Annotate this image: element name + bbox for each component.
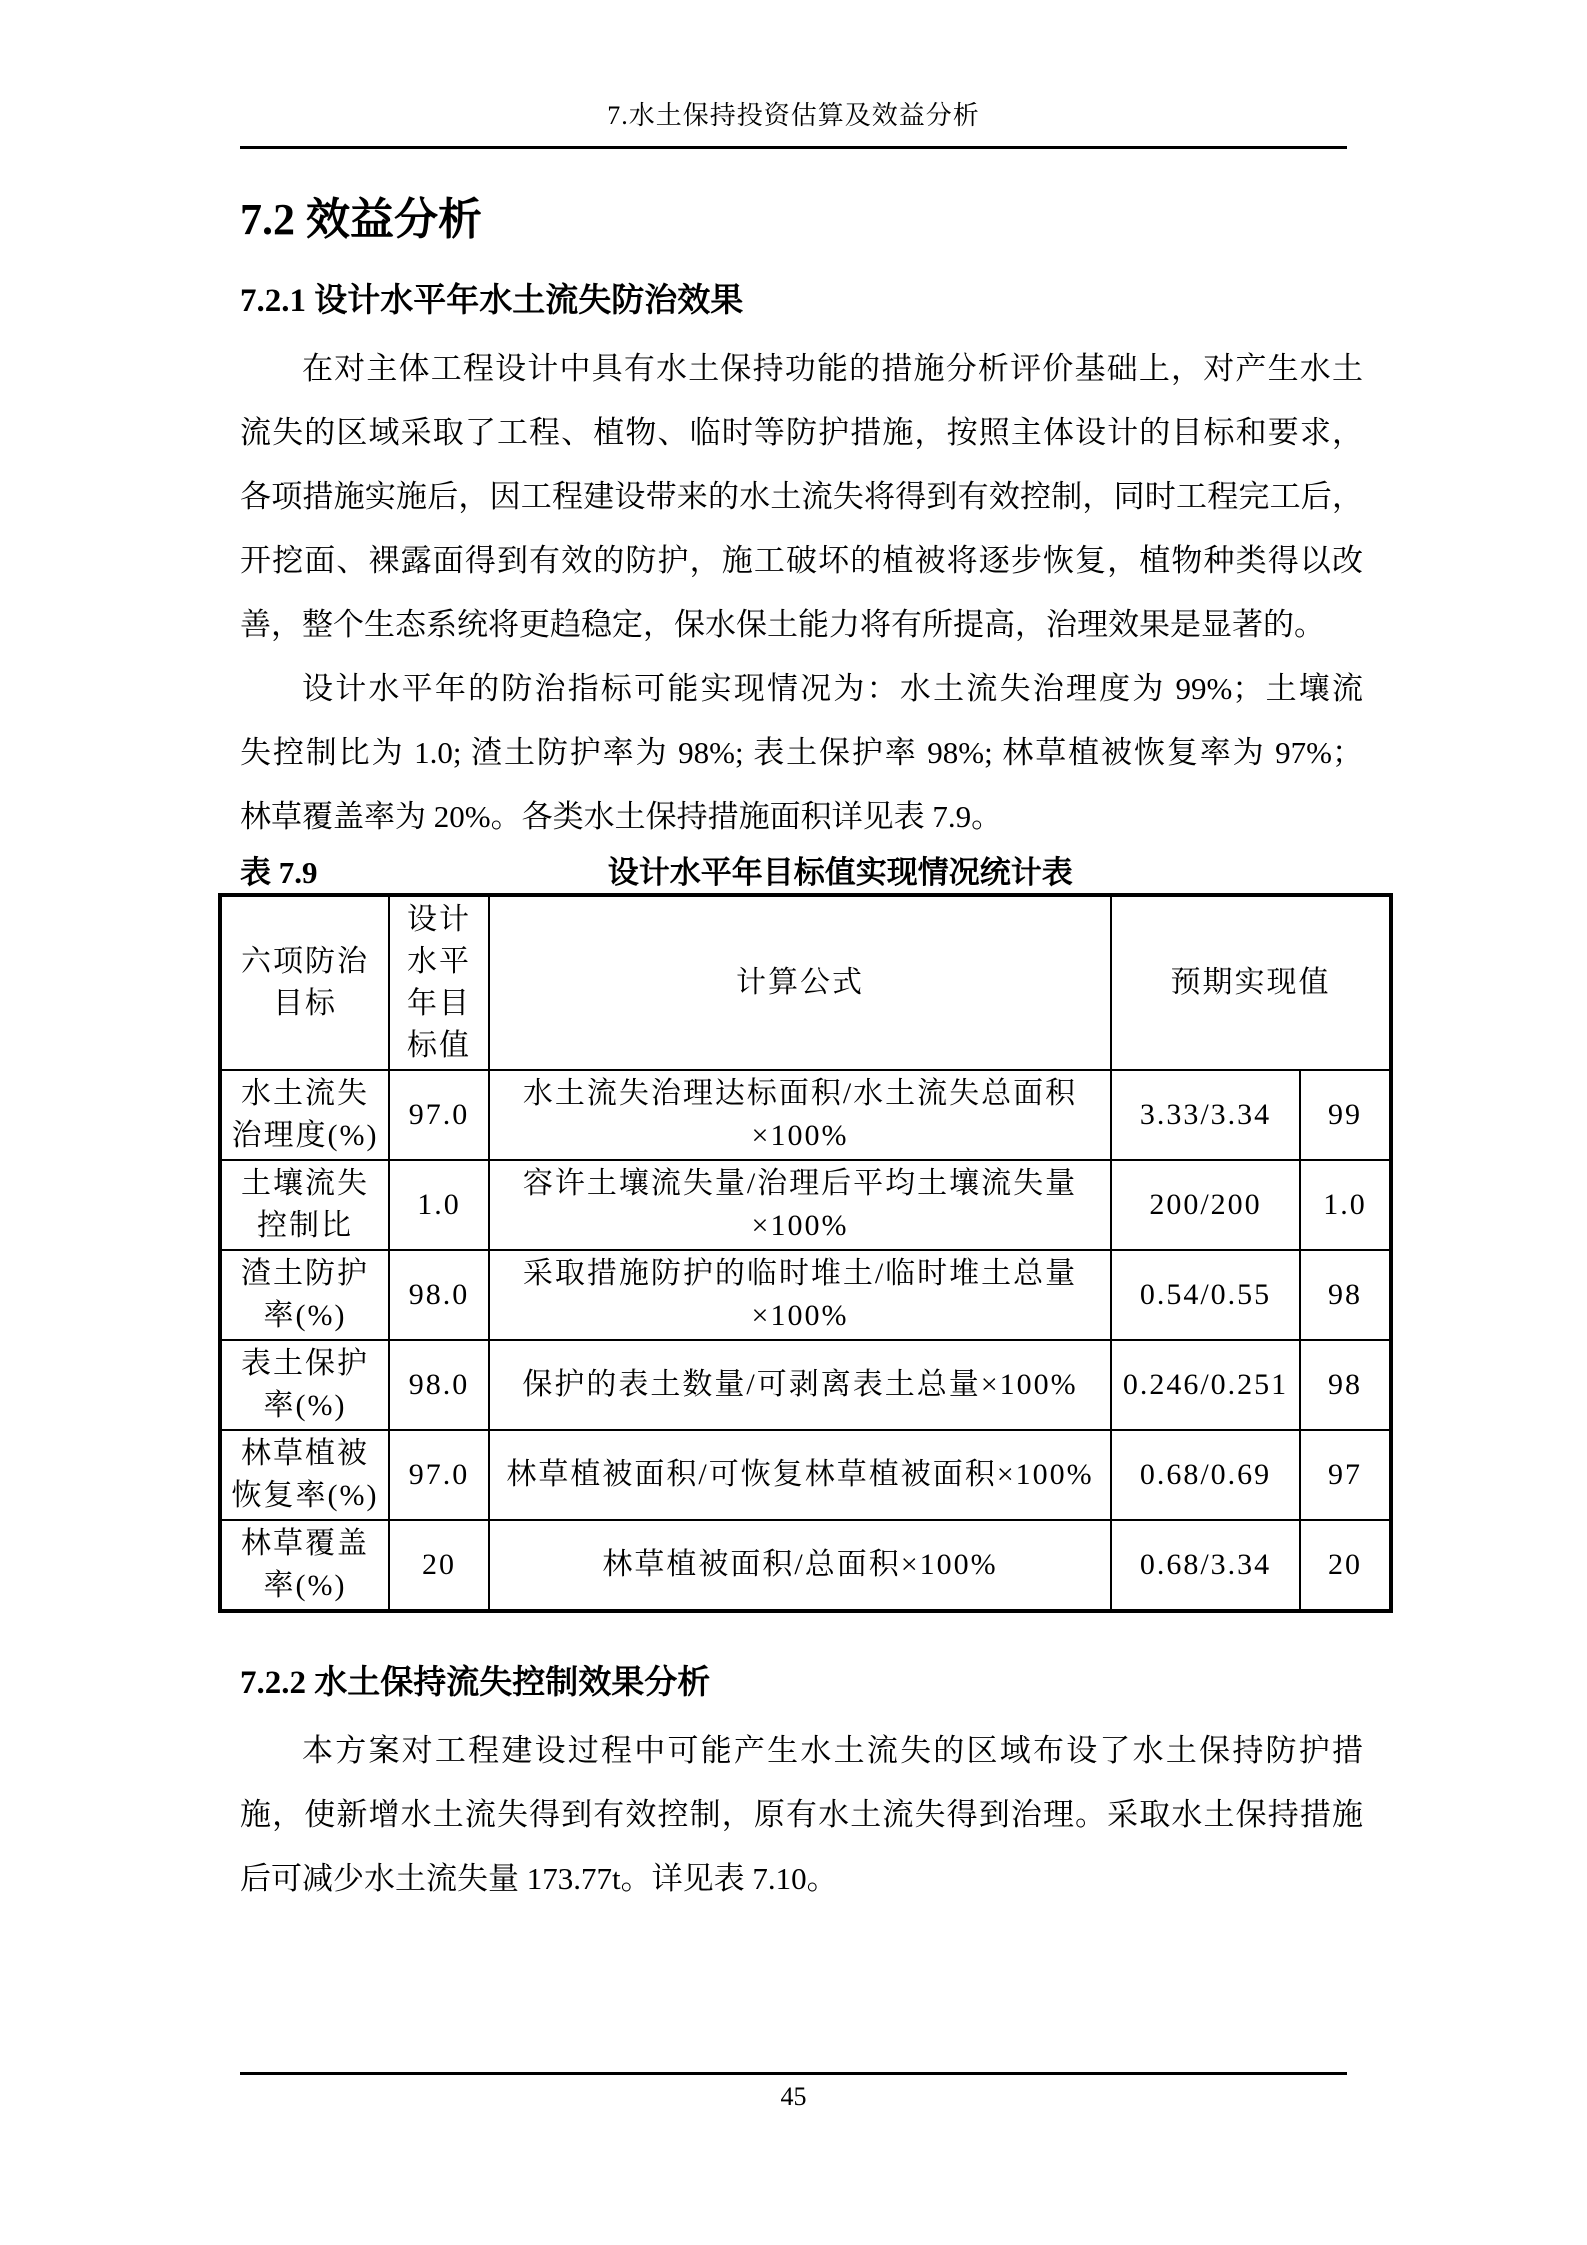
cell-goal: 1.0 [389, 1160, 489, 1250]
table-row [220, 1340, 1391, 1430]
paragraph-line: 失控制比为 1.0; 渣土防护率为 98%; 表土保护率 98%; 林草植被恢复率为 97%； [240, 735, 1363, 770]
cell-formula: 容许土壤流失量/治理后平均土壤流失量×100% [489, 1160, 1111, 1250]
table-caption [240, 849, 1363, 893]
cell-fraction: 0.246/0.251 [1111, 1340, 1300, 1430]
paragraph-line: 设计水平年的防治指标可能实现情况为：水土流失治理度为 99%；土壤流 [302, 671, 1363, 706]
cell-fraction: 0.68/3.34 [1111, 1520, 1300, 1611]
cell-goal: 97.0 [389, 1070, 489, 1160]
cell-goal: 20 [389, 1520, 489, 1611]
paragraph-2 [240, 657, 1363, 849]
table-row [220, 1520, 1391, 1611]
paragraph-1 [240, 337, 1363, 657]
cell-target: 土壤流失控制比 [220, 1160, 389, 1250]
cell-goal: 97.0 [389, 1430, 489, 1520]
cell-target: 水土流失治理度(%) [220, 1070, 389, 1160]
paragraph-line: 后可减少水土流失量 173.77t。详见表 7.10。 [240, 1861, 838, 1896]
paragraph-line: 林草覆盖率为 20%。各类水土保持措施面积详见表 7.9。 [240, 799, 1003, 834]
cell-fraction: 0.68/0.69 [1111, 1430, 1300, 1520]
cell-result: 97 [1300, 1430, 1391, 1520]
header-cell-goal: 设计水平年目标值 [389, 895, 489, 1070]
paragraph-3 [240, 1719, 1363, 1911]
cell-formula: 林草植被面积/总面积×100% [489, 1520, 1111, 1611]
header-cell-target: 六项防治目标 [220, 895, 389, 1070]
cell-result: 98 [1300, 1250, 1391, 1340]
table-row [220, 1430, 1391, 1520]
cell-result: 99 [1300, 1070, 1391, 1160]
cell-result: 98 [1300, 1340, 1391, 1430]
table-row [220, 1250, 1391, 1340]
page-number: 45 [780, 2082, 807, 2111]
cell-result: 20 [1300, 1520, 1391, 1611]
cell-formula: 保护的表土数量/可剥离表土总量×100% [489, 1340, 1111, 1430]
cell-target: 表土保护率(%) [220, 1340, 389, 1430]
table-row [220, 1070, 1391, 1160]
cell-target: 渣土防护率(%) [220, 1250, 389, 1340]
cell-fraction: 0.54/0.55 [1111, 1250, 1300, 1340]
cell-result: 1.0 [1300, 1160, 1391, 1250]
table-caption-label: 表 7.9 [240, 855, 318, 890]
section-title-7-2-1: 7.2.1 设计水平年水土流失防治效果 [240, 283, 744, 319]
table-row [220, 1160, 1391, 1250]
paragraph-line: 流失的区域采取了工程、植物、临时等防护措施，按照主体设计的目标和要求， [240, 415, 1363, 450]
paragraph-line: 开挖面、裸露面得到有效的防护，施工破坏的植被将逐步恢复，植物种类得以改 [240, 543, 1363, 578]
cell-formula: 林草植被面积/可恢复林草植被面积×100% [489, 1430, 1111, 1520]
cell-formula: 水土流失治理达标面积/水土流失总面积×100% [489, 1070, 1111, 1160]
page-header-title: 7.水土保持投资估算及效益分析 [607, 101, 980, 130]
cell-fraction: 200/200 [1111, 1160, 1300, 1250]
cell-goal: 98.0 [389, 1340, 489, 1430]
paragraph-line: 各项措施实施后，因工程建设带来的水土流失将得到有效控制，同时工程完工后， [240, 479, 1363, 514]
cell-goal: 98.0 [389, 1250, 489, 1340]
paragraph-line: 在对主体工程设计中具有水土保持功能的措施分析评价基础上，对产生水土 [302, 351, 1363, 386]
paragraph-line: 善，整个生态系统将更趋稳定，保水保土能力将有所提高，治理效果是显著的。 [240, 607, 1325, 642]
footer-rule [240, 2072, 1347, 2075]
cell-formula: 采取措施防护的临时堆土/临时堆土总量×100% [489, 1250, 1111, 1340]
paragraph-line: 施，使新增水土流失得到有效控制，原有水土流失得到治理。采取水土保持措施 [240, 1797, 1363, 1832]
cell-target: 林草植被恢复率(%) [220, 1430, 389, 1520]
section-title-7-2: 7.2 效益分析 [240, 195, 482, 244]
section-title-7-2-2: 7.2.2 水土保持流失控制效果分析 [240, 1665, 711, 1701]
goals-table [218, 893, 1393, 1613]
cell-fraction: 3.33/3.34 [1111, 1070, 1300, 1160]
header-cell-formula: 计算公式 [489, 895, 1111, 1070]
header-rule [240, 146, 1347, 149]
paragraph-line: 本方案对工程建设过程中可能产生水土流失的区域布设了水土保持防护措 [302, 1733, 1363, 1768]
table-caption-title: 设计水平年目标值实现情况统计表 [607, 855, 1073, 890]
cell-target: 林草覆盖率(%) [220, 1520, 389, 1611]
header-cell-expected: 预期实现值 [1111, 895, 1391, 1070]
table-header-row [220, 895, 1391, 1070]
